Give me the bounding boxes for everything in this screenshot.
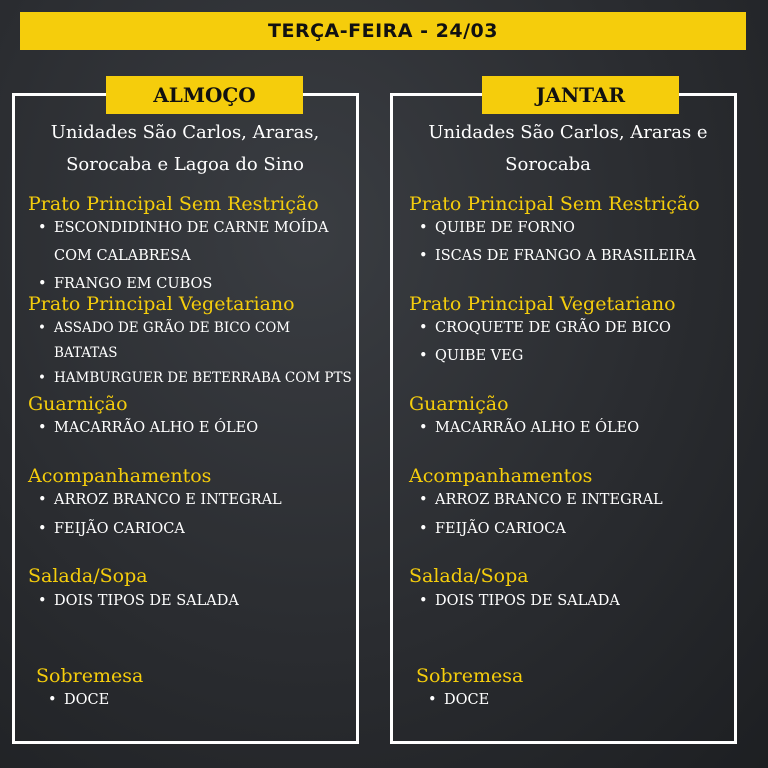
- list-item: • DOCE: [48, 692, 110, 708]
- almoco-acomp-title: Acompanhamentos: [28, 465, 212, 487]
- jantar-label: JANTAR: [482, 76, 679, 114]
- list-item: • ESCONDIDINHO DE CARNE MOÍDA: [38, 220, 329, 236]
- bullet-icon: •: [419, 420, 428, 436]
- list-item: • QUIBE VEG: [419, 348, 524, 364]
- bullet-icon: •: [38, 521, 47, 537]
- bullet-icon: •: [48, 692, 57, 708]
- date-banner: [20, 12, 746, 50]
- almoco-units-line2: Sorocaba e Lagoa do Sino: [66, 154, 304, 175]
- jantar-principal-title: Prato Principal Sem Restrição: [409, 193, 700, 215]
- bullet-icon: •: [428, 692, 437, 708]
- list-item: • FEIJÃO CARIOCA: [419, 521, 566, 537]
- almoco-guarnicao-title: Guarnição: [28, 393, 128, 415]
- list-item: BATATAS: [54, 345, 118, 361]
- almoco-label: ALMOÇO: [106, 76, 303, 114]
- almoco-sobremesa-title: Sobremesa: [36, 665, 144, 687]
- bullet-icon: •: [38, 276, 47, 292]
- jantar-panel: [390, 93, 737, 744]
- list-item: • DOIS TIPOS DE SALADA: [38, 593, 239, 609]
- jantar-guarnicao-title: Guarnição: [409, 393, 509, 415]
- bullet-icon: •: [38, 370, 46, 386]
- bullet-icon: •: [419, 320, 428, 336]
- list-item: • FRANGO EM CUBOS: [38, 276, 213, 292]
- list-item: • ASSADO DE GRÃO DE BICO COM: [38, 320, 291, 336]
- page-title: TERÇA-FEIRA - 24/03: [268, 20, 498, 42]
- list-item: • ISCAS DE FRANGO A BRASILEIRA: [419, 248, 696, 264]
- list-item: • ARROZ BRANCO E INTEGRAL: [419, 492, 663, 508]
- almoco-principal-title: Prato Principal Sem Restrição: [28, 193, 319, 215]
- bullet-icon: •: [419, 220, 428, 236]
- bullet-icon: •: [38, 593, 47, 609]
- almoco-salada-title: Salada/Sopa: [28, 565, 148, 587]
- list-item: • DOIS TIPOS DE SALADA: [419, 593, 620, 609]
- bullet-icon: •: [38, 420, 47, 436]
- jantar-sobremesa-title: Sobremesa: [416, 665, 524, 687]
- bullet-icon: •: [419, 348, 428, 364]
- list-item: • MACARRÃO ALHO E ÓLEO: [419, 420, 640, 436]
- almoco-panel: [12, 93, 359, 744]
- list-item: • CROQUETE DE GRÃO DE BICO: [419, 320, 671, 336]
- almoco-units-line1: Unidades São Carlos, Araras,: [50, 122, 320, 143]
- bullet-icon: •: [38, 220, 47, 236]
- list-item: • ARROZ BRANCO E INTEGRAL: [38, 492, 282, 508]
- jantar-vegetariano-title: Prato Principal Vegetariano: [409, 293, 676, 315]
- list-item: • QUIBE DE FORNO: [419, 220, 575, 236]
- list-item: COM CALABRESA: [54, 248, 191, 264]
- list-item: • FEIJÃO CARIOCA: [38, 521, 185, 537]
- bullet-icon: •: [419, 521, 428, 537]
- list-item: • HAMBURGUER DE BETERRABA COM PTS: [38, 370, 352, 386]
- bullet-icon: •: [419, 593, 428, 609]
- list-item: • MACARRÃO ALHO E ÓLEO: [38, 420, 259, 436]
- bullet-icon: •: [419, 248, 428, 264]
- jantar-units-line2: Sorocaba: [505, 154, 591, 175]
- bullet-icon: •: [419, 492, 428, 508]
- bullet-icon: •: [38, 320, 46, 336]
- jantar-units-line1: Unidades São Carlos, Araras e: [428, 122, 708, 143]
- jantar-salada-title: Salada/Sopa: [409, 565, 529, 587]
- bullet-icon: •: [38, 492, 47, 508]
- jantar-acomp-title: Acompanhamentos: [409, 465, 593, 487]
- list-item: • DOCE: [428, 692, 490, 708]
- almoco-vegetariano-title: Prato Principal Vegetariano: [28, 293, 295, 315]
